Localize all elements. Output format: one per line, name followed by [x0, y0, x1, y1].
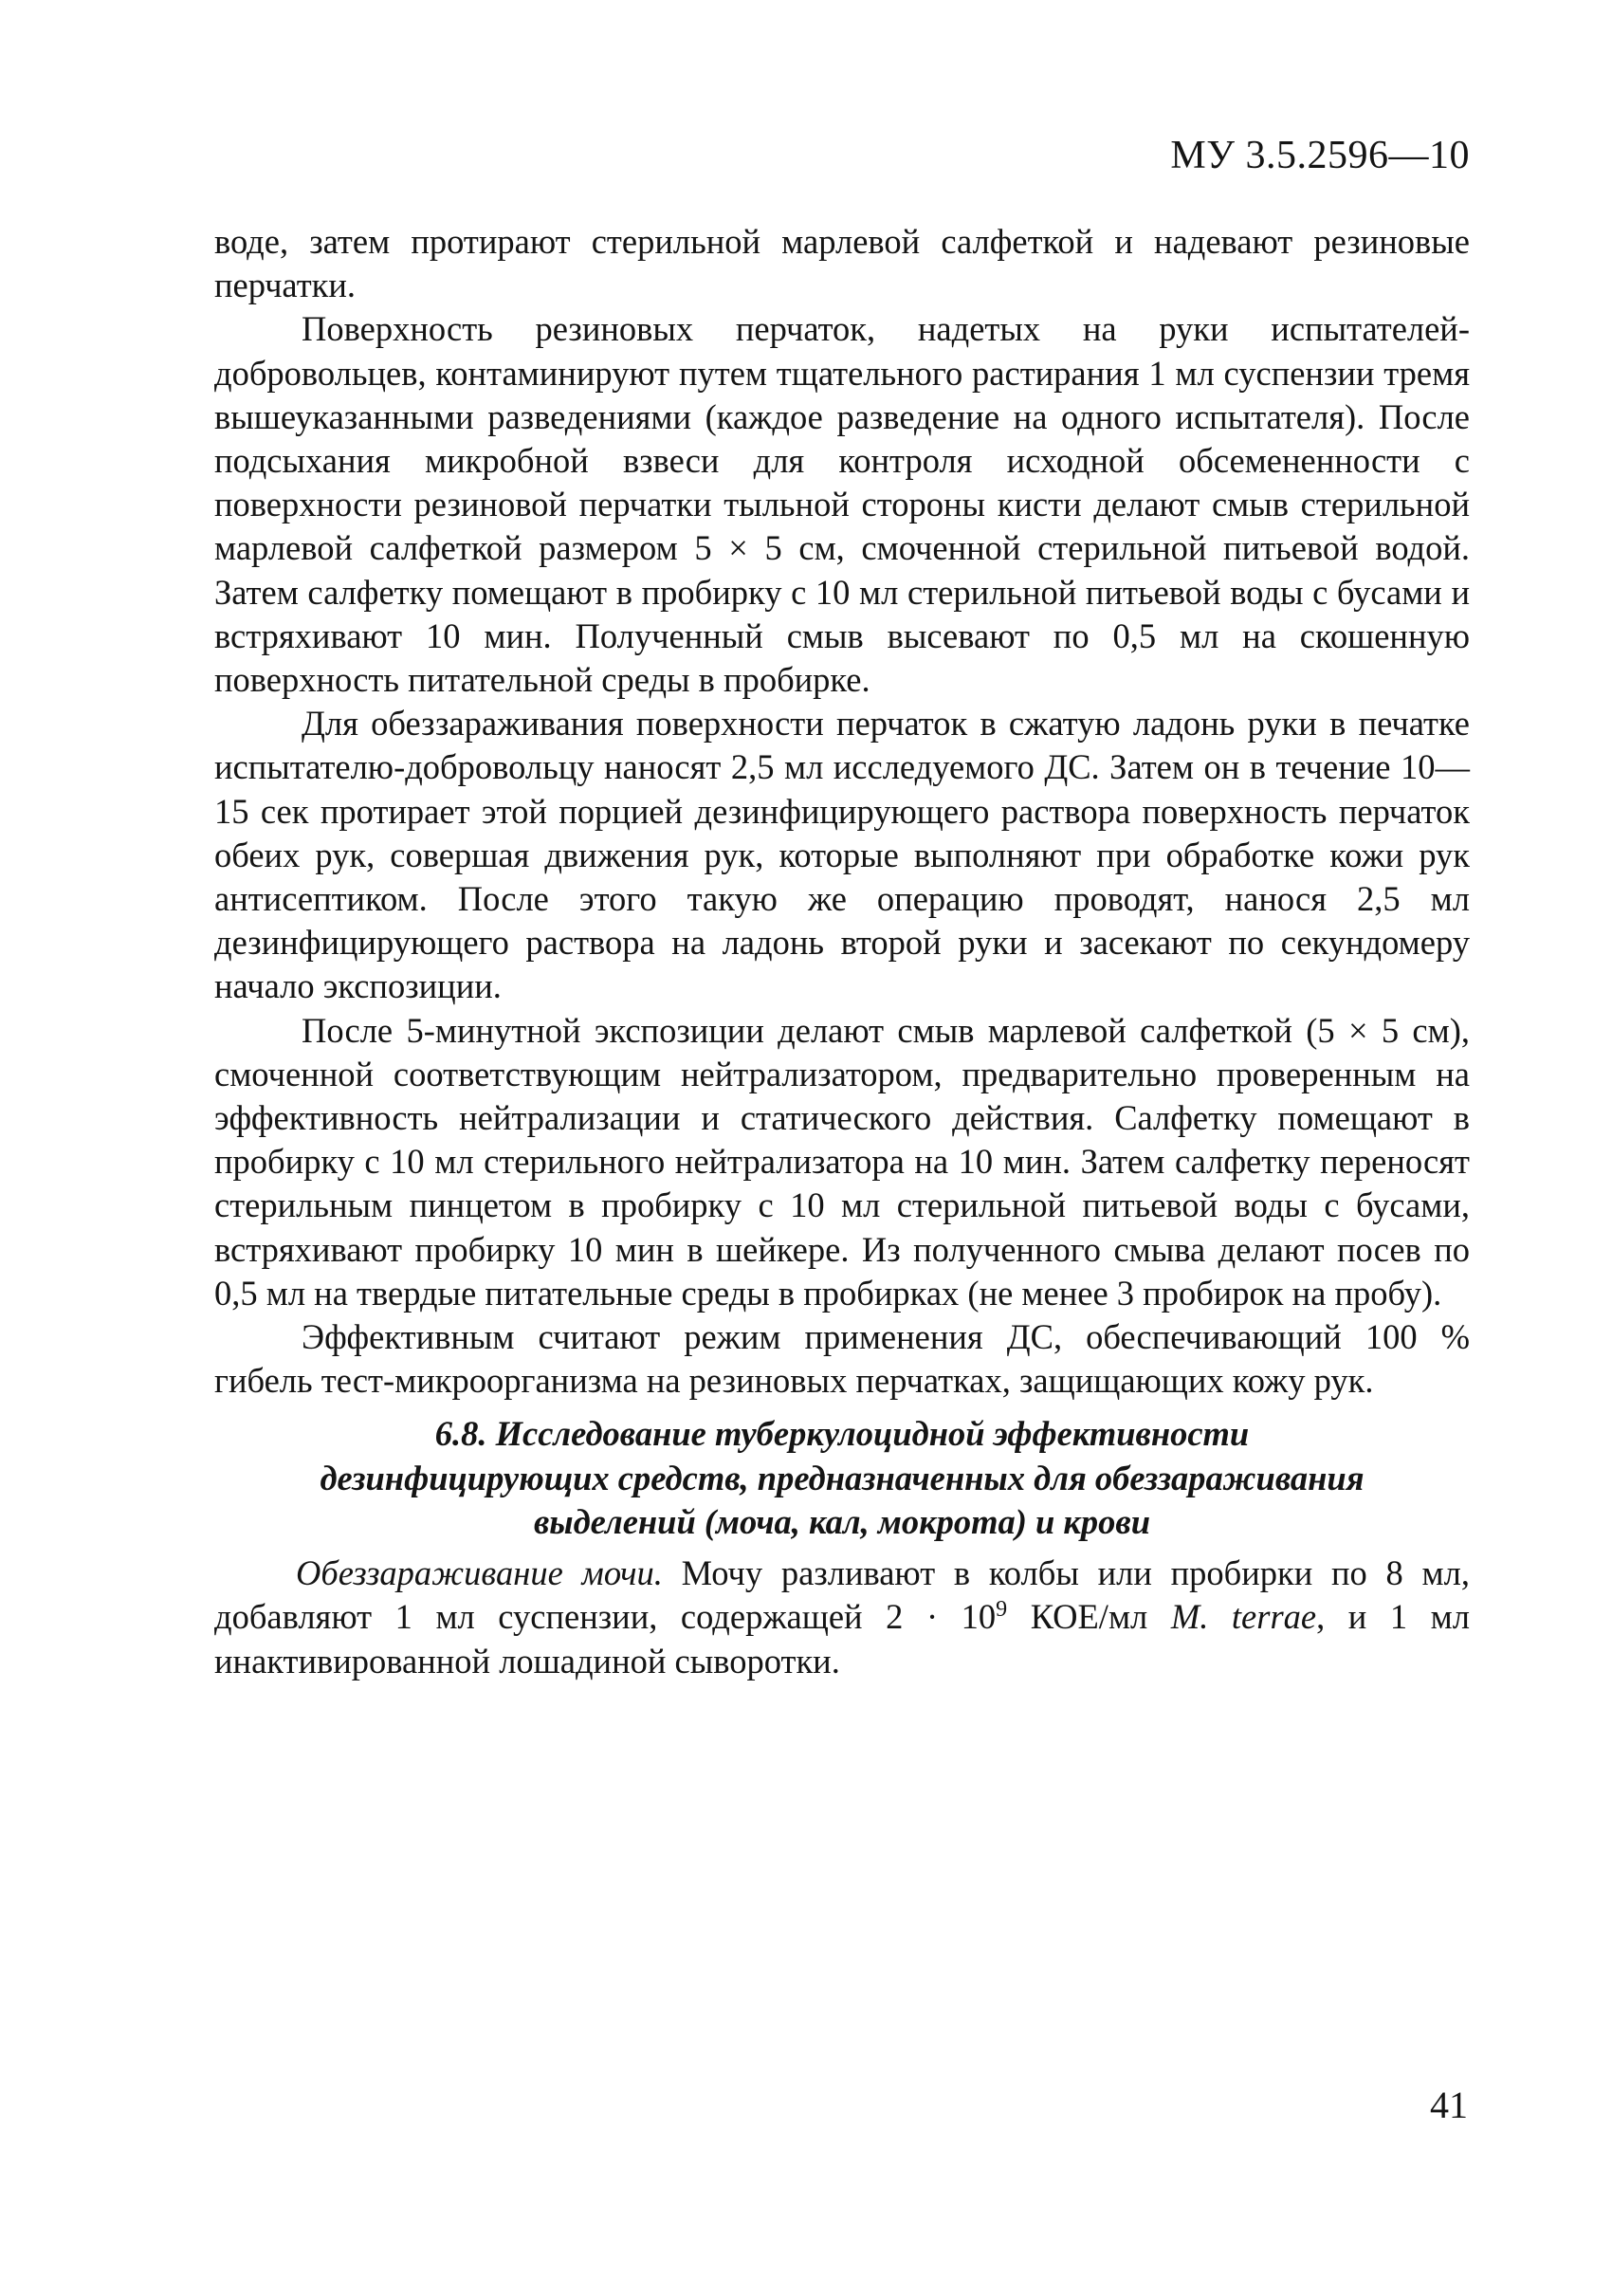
organism-name: M. terrae [1170, 1597, 1317, 1637]
paragraph-urine-disinfection [214, 1552, 1470, 1683]
exponent: 9 [996, 1597, 1008, 1623]
urine-text: , и 1 мл инактивированной лошадиной сыворотки. [214, 1597, 1470, 1681]
section-heading-6-8 [214, 1412, 1470, 1544]
paragraph-disinfection-procedure: Для обеззараживания поверхности перчаток в сжатую ладонь руки в печатке испытателю-добровольцу наносят 2,5 мл исследуемого ДС. Затем он в течение 10—15 сек протирает этой порцией дезинфицирующего раствора поверхность перчаток обеих рук, совершая движения рук, которые выполняют при обработке кожи рук антисептиком. После этого такую же операцию проводят, нанося 2,5 мл дезинфицирующего раствора на ладонь второй руки и засекают по секундомеру начало экспозиции. [214, 704, 1470, 1006]
page-number: 41 [1430, 2084, 1468, 2126]
section-heading-line: дезинфицирующих средств, предназначенных для обеззараживания [320, 1458, 1365, 1497]
section-heading-line: выделений (моча, кал, мокрота) и крови [533, 1501, 1151, 1541]
paragraph-effectiveness-criterion: Эффективным считают режим применения ДС, обеспечивающий 100 % гибель тест-микроорганизма на резиновых перчатках, защищающих кожу рук. [214, 1317, 1470, 1401]
urine-subsection-label: Обеззараживание мочи. [296, 1553, 663, 1593]
document-body [214, 220, 1470, 1683]
section-heading-line: 6.8. Исследование туберкулоцидной эффективности [434, 1414, 1250, 1454]
paragraph-contamination: Поверхность резиновых перчаток, надетых на руки испытателей-добровольцев, контаминируют путем тщательного растирания 1 мл суспензии тремя вышеуказанными разведениями (каждое разведение на одного испытателя). После подсыхания микробной взвеси для контроля исходной обсемененности с поверхности резиновой перчатки тыльной стороны кисти делают смыв стерильной марлевой салфеткой размером 5 × 5 см, смоченной стерильной питьевой водой. Затем салфетку помещают в пробирку с 10 мл стерильной питьевой воды с бусами и встряхивают 10 мин. Полученный смыв высевают по 0,5 мл на скошенную поверхность питательной среды в пробирке. [214, 309, 1470, 700]
paragraph-exposure-wash: После 5-минутной экспозиции делают смыв марлевой салфеткой (5 × 5 см), смоченной соответствующим нейтрализатором, предварительно проверенным на эффективность нейтрализации и статического действия. Салфетку помещают в пробирку с 10 мл стерильного нейтрализатора на 10 мин. Затем салфетку переносят стерильным пинцетом в пробирку с 10 мл стерильной питьевой воды с бусами, встряхивают пробирку 10 мин в шейкере. Из полученного смыва делают посев по 0,5 мл на твердые питательные среды в пробирках (не менее 3 пробирок на пробу). [214, 1010, 1470, 1313]
document-code-header: МУ 3.5.2596—10 [1170, 134, 1470, 177]
urine-text: КОЕ/мл [1007, 1597, 1171, 1637]
paragraph-gloves-preparation: воде, затем протирают стерильной марлевой салфеткой и надевают резиновые перчатки. [214, 222, 1470, 305]
urine-text: Мочу разливают в колбы или пробирки по 8 мл, добавляют 1 мл суспензии, содержащей 2 · 10 [214, 1553, 1470, 1637]
